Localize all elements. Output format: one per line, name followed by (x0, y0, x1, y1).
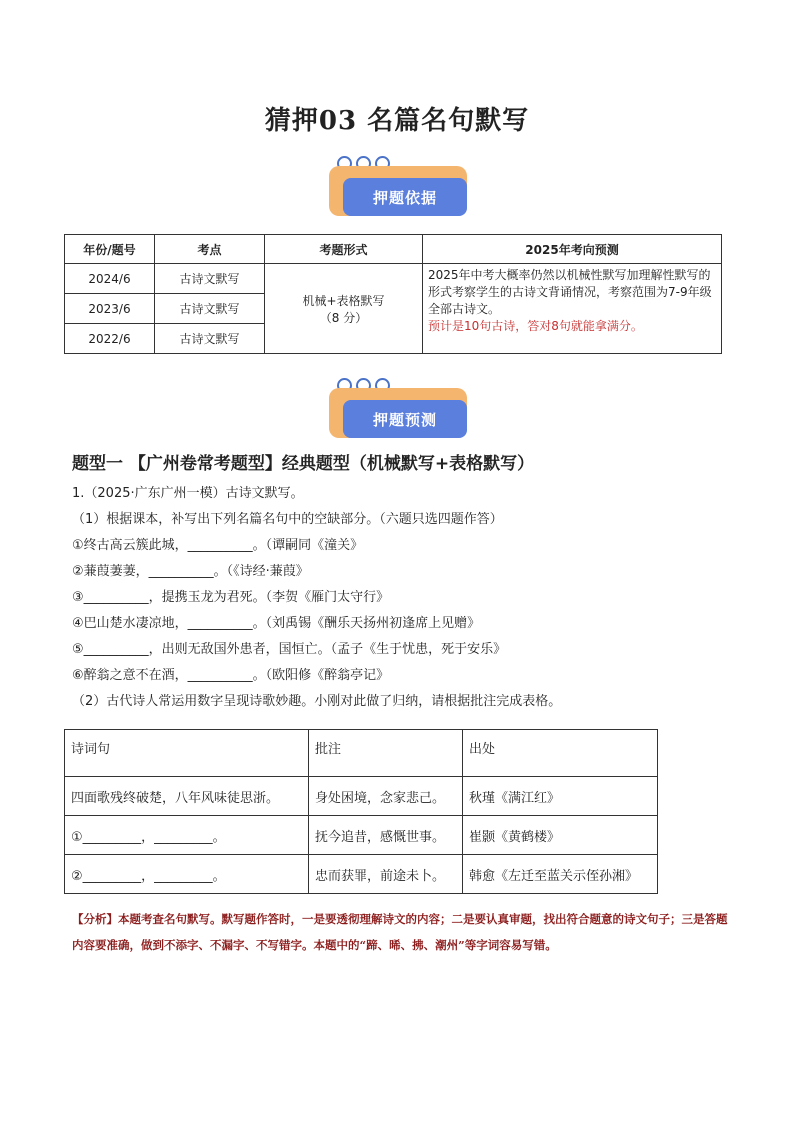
question-part2: （2）古代诗人常运用数字呈现诗歌妙趣。小刚对此做了归纳，请根据批注完成表格。 (72, 694, 562, 709)
form-score: （8 分） (319, 310, 368, 325)
poem-table (64, 729, 658, 894)
section-heading: 题型一 【广州卷常考题型】经典题型（机械默写+表格默写） (72, 454, 535, 474)
prediction-cell (423, 264, 722, 354)
point-cell: 古诗文默写 (155, 264, 265, 294)
analysis-paragraph: 【分析】本题考查名句默写。默写题作答时，一是要透彻理解诗文的内容；二是要认真审题，找出符合题意的诗文句子；三是答题内容要准确，做到不添字、不漏字、不写错字。本题中的“蹄、晞、拂、潮州”等字词容易写错。 (72, 912, 728, 952)
question-item: ③__________，提携玉龙为君死。（李贺《雁门太守行》 (72, 590, 390, 605)
header-form: 考题形式 (265, 235, 423, 264)
basis-header-row (65, 235, 722, 264)
table-row (65, 855, 658, 894)
form-line: 机械+表格默写 (302, 293, 385, 308)
badge-predict-label: 押题预测 (343, 400, 467, 438)
note-cell: 忠而获罪，前途未卜。 (309, 855, 463, 894)
header-point: 考点 (155, 235, 265, 264)
year-cell: 2023/6 (65, 294, 155, 324)
badge-basis-label: 押题依据 (343, 178, 467, 216)
point-cell: 古诗文默写 (155, 294, 265, 324)
header-prediction: 2025年考向预测 (423, 235, 722, 264)
page-title: 猜押03 名篇名句默写 (264, 106, 530, 136)
table-row (65, 816, 658, 855)
point-cell: 古诗文默写 (155, 324, 265, 354)
verse-cell: 四面歌残终破楚，八年风味徒思浙。 (65, 777, 309, 816)
source-cell: 秋瑾《满江红》 (463, 777, 658, 816)
header-year: 年份/题号 (65, 235, 155, 264)
badge-basis (325, 156, 475, 246)
header-source: 出处 (463, 730, 658, 777)
question-item: ②蒹葭萋萋，__________。（《诗经·蒹葭》 (72, 564, 309, 579)
table-row (65, 264, 722, 294)
basis-table (64, 234, 722, 354)
header-verse: 诗词句 (65, 730, 309, 777)
question-intro: 1.（2025·广东广州一模）古诗文默写。 (72, 486, 304, 501)
source-cell: 崔颢《黄鹤楼》 (463, 816, 658, 855)
note-cell: 抚今追昔，感慨世事。 (309, 816, 463, 855)
source-cell: 韩愈《左迁至蓝关示侄孙湘》 (463, 855, 658, 894)
verse-cell: ②_________，_________。 (65, 855, 309, 894)
form-cell (265, 264, 423, 354)
question-item: ④巴山楚水凄凉地，__________。（刘禹锡《酬乐天扬州初逢席上见赠》 (72, 616, 481, 631)
year-cell: 2022/6 (65, 324, 155, 354)
header-note: 批注 (309, 730, 463, 777)
year-cell: 2024/6 (65, 264, 155, 294)
question-part1: （1）根据课本，补写出下列名篇名句中的空缺部分。（六题只选四题作答） (72, 512, 503, 527)
verse-cell: ①_________，_________。 (65, 816, 309, 855)
prediction-text: 2025年中考大概率仍然以机械性默写加理解性默写的形式考察学生的古诗文背诵情况，考察范围为7-9年级全部古诗文。 (428, 268, 712, 316)
question-item: ⑤__________，出则无敌国外患者，国恒亡。（孟子《生于忧患，死于安乐》 (72, 642, 507, 657)
question-item: ⑥醉翁之意不在酒，__________。（欧阳修《醉翁亭记》 (72, 668, 390, 683)
table-row (65, 777, 658, 816)
question-item: ①终古高云簇此城，__________。（谭嗣同《潼关》 (72, 538, 364, 553)
poem-header-row (65, 730, 658, 777)
question-block (72, 486, 561, 720)
note-cell: 身处困境，念家悲己。 (309, 777, 463, 816)
prediction-highlight: 预计是10句古诗，答对8句就能拿满分。 (428, 319, 643, 333)
